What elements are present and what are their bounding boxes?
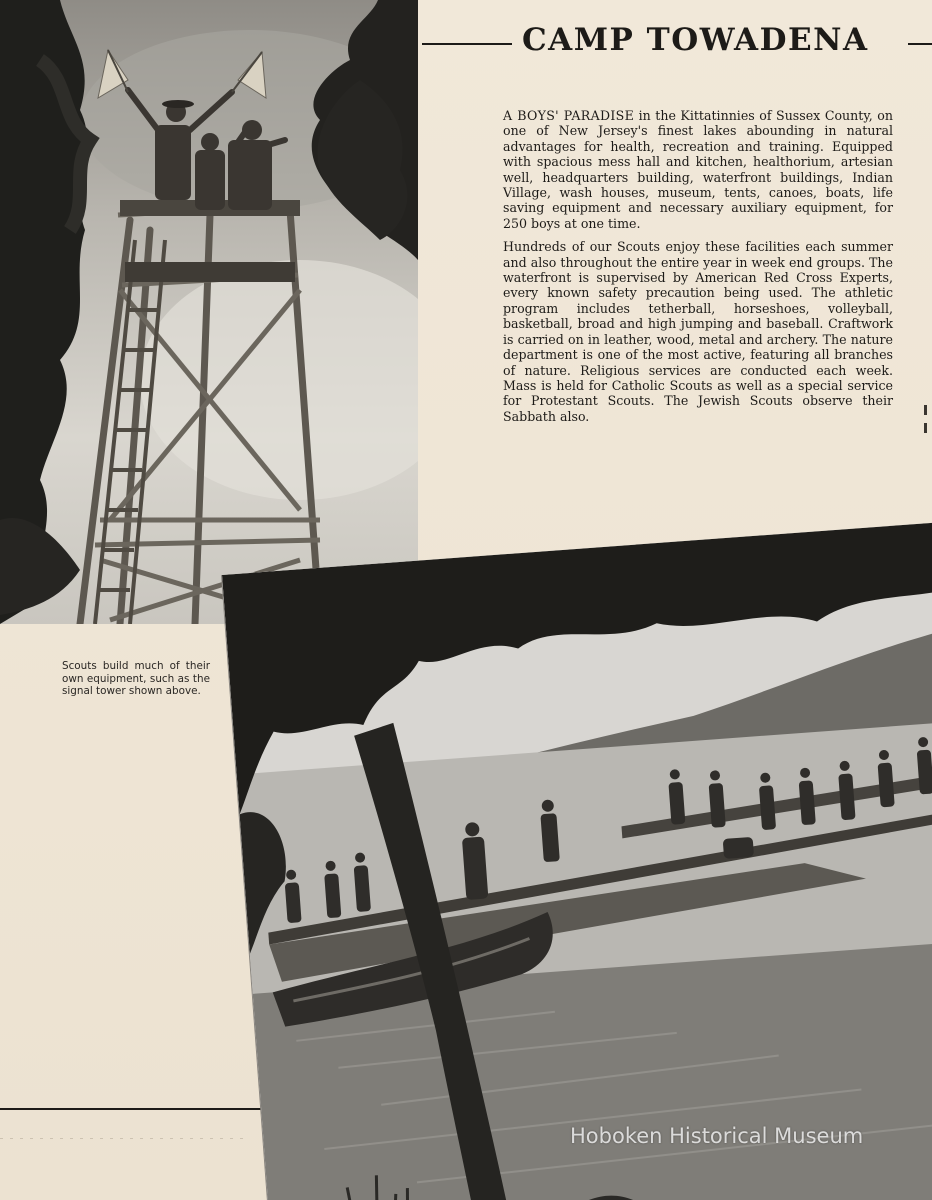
signal-tower-illustration <box>0 0 418 624</box>
signal-tower-photo <box>0 0 418 624</box>
page-title: CAMP TOWADENA <box>522 22 869 58</box>
bottom-left-rule <box>0 1108 266 1110</box>
faint-dotted-line <box>0 1138 250 1139</box>
paragraph-2: Hundreds of our Scouts enjoy these facilities each summer and also throughout the entire year in week end groups. The waterfront is supervised by American Red Cross Experts, every known safety precaution being used. The athletic program includes tetherball, horseshoes, volleyball, basketball, broad and high jumping and baseball. Craftwork is carried on in leather, wood, metal and archery. The nature department is one of the most active, featuring all branches of nature. Religious services are conducted each week. Mass is held for Catholic Scouts as well as a special service for Protestant Scouts. The Jewish Scouts observe their Sabbath also. <box>503 239 893 424</box>
title-rule-right <box>908 43 932 45</box>
waterfront-illustration <box>222 519 932 1200</box>
lead-in-caps: A BOYS' PARADISE <box>503 108 635 123</box>
paragraph-1 <box>503 108 893 231</box>
paragraph-1-text: in the Kittatinnies of Sussex County, on one of New Jersey's finest lakes abounding in natural advantages for health, recreation and training. Equipped with spacious mess hall and kitchen, healthorium, artesian well, headquarters building, waterfront buildings, Indian Village, wash houses, museum, tents, canoes, boats, life saving equipment and necessary auxiliary equipment, for 250 boys at one time. <box>503 108 893 231</box>
waterfront-photo <box>222 519 932 1200</box>
binding-mark <box>924 405 928 465</box>
museum-watermark: Hoboken Historical Museum <box>570 1124 864 1148</box>
article-body <box>503 108 893 432</box>
tower-caption: Scouts build much of their own equipment, such as the signal tower shown above. <box>62 660 210 698</box>
title-rule-left <box>422 43 512 45</box>
